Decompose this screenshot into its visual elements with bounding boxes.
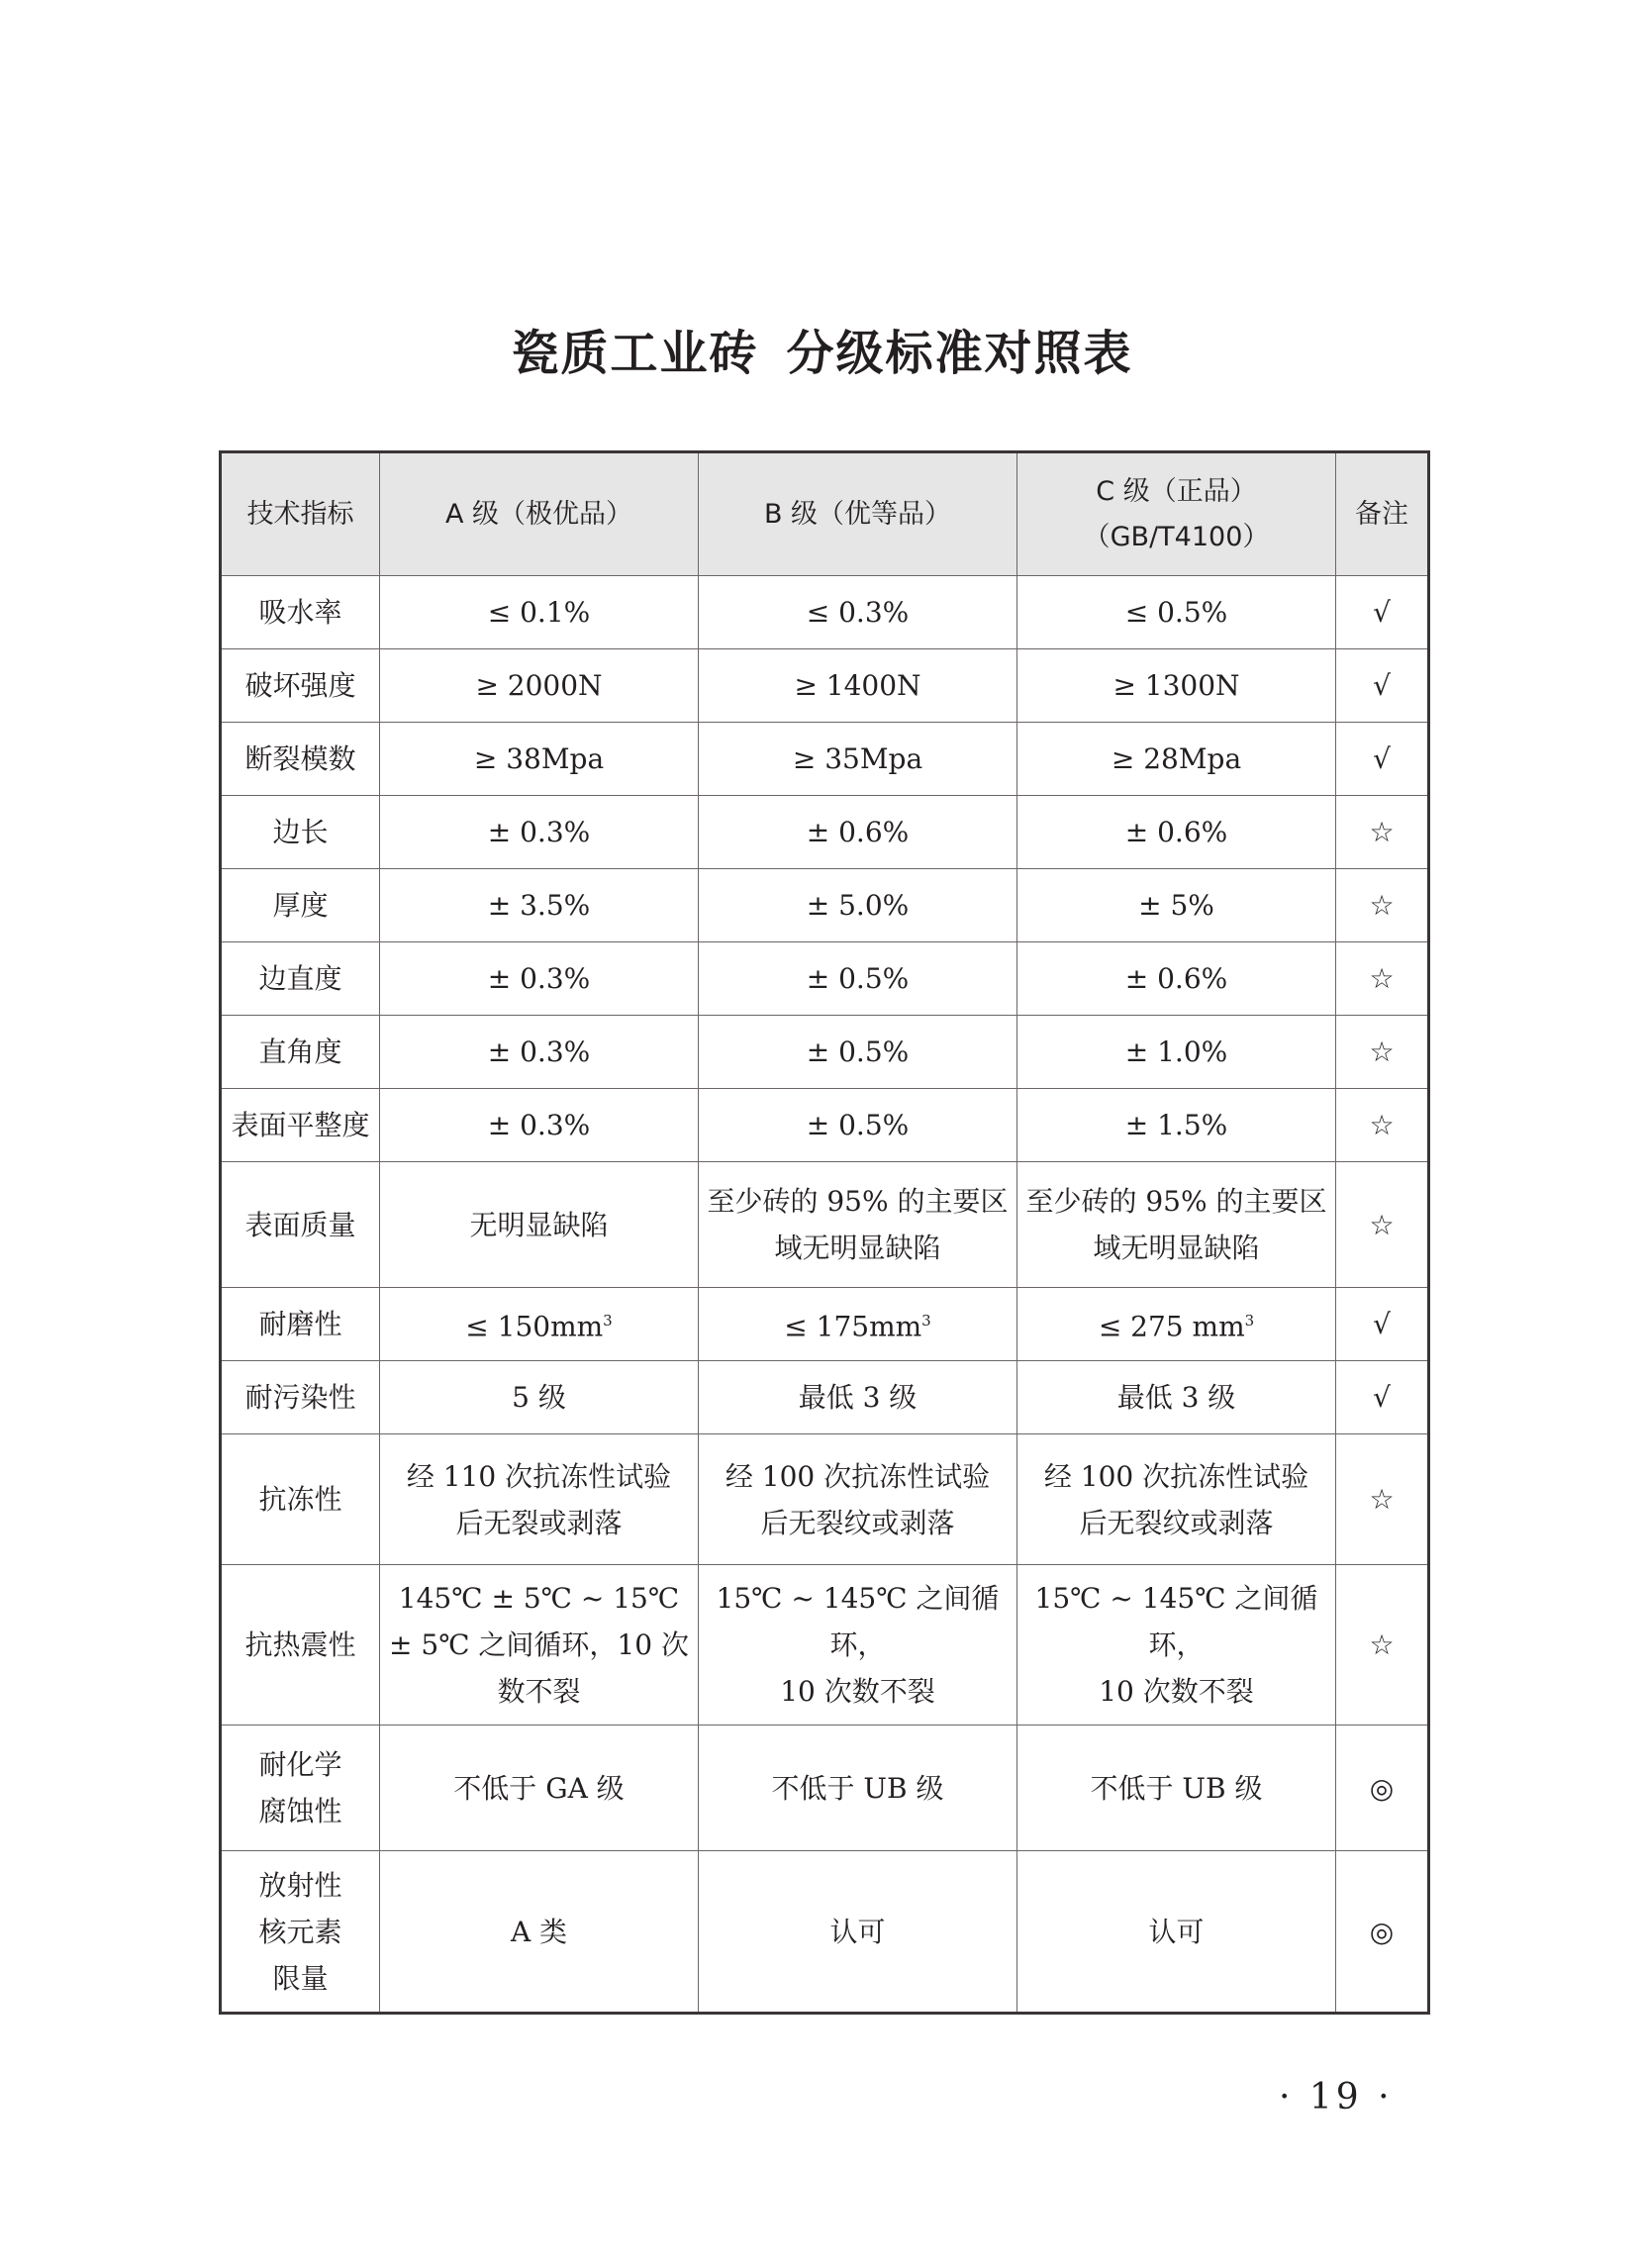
star-mark: ☆	[1336, 1016, 1429, 1089]
grade-a-line: 后无裂或剥落	[455, 1506, 623, 1539]
star-mark: ☆	[1336, 1089, 1429, 1162]
grade-c-cell: 认可	[1017, 1851, 1336, 2014]
grade-b-line: 经 100 次抗冻性试验	[725, 1459, 991, 1493]
grade-b-line: 后无裂纹或剥落	[760, 1506, 955, 1539]
metric-cell	[221, 1851, 380, 2014]
grade-b-cell: ≥ 35Mpa	[699, 723, 1017, 796]
header-grade-c	[1017, 452, 1336, 576]
grade-c-cell: ≥ 28Mpa	[1017, 723, 1336, 796]
grade-c-line: 经 100 次抗冻性试验	[1043, 1459, 1309, 1493]
grade-b-cell: ± 0.5%	[699, 1089, 1017, 1162]
metric-cell: 耐污染性	[221, 1361, 380, 1434]
metric-cell: 抗冻性	[221, 1434, 380, 1565]
star-mark: ☆	[1336, 1565, 1429, 1726]
star-mark: ☆	[1336, 869, 1429, 942]
grade-b-cell: 认可	[699, 1851, 1017, 2014]
header-metric: 技术指标	[221, 452, 380, 576]
unit-superscript: 3	[1244, 1312, 1255, 1331]
grade-a-cell: ≤ 0.1%	[380, 576, 699, 649]
star-mark: ☆	[1336, 1434, 1429, 1565]
table-row	[221, 723, 1429, 796]
table-row	[221, 1726, 1429, 1851]
grade-c-cell: 不低于 UB 级	[1017, 1726, 1336, 1851]
grade-c-line: 至少砖的 95% 的主要区	[1025, 1185, 1327, 1218]
check-mark: √	[1336, 723, 1429, 796]
metric-cell: 厚度	[221, 869, 380, 942]
grade-b-cell: 最低 3 级	[699, 1361, 1017, 1434]
grade-a-cell: 5 级	[380, 1361, 699, 1434]
star-mark: ☆	[1336, 1162, 1429, 1288]
check-mark: √	[1336, 1361, 1429, 1434]
grade-a-line: 经 110 次抗冻性试验	[406, 1459, 672, 1493]
metric-cell: 耐磨性	[221, 1288, 380, 1361]
grade-b-cell: ± 0.5%	[699, 942, 1017, 1016]
grade-c-cell: ≤ 0.5%	[1017, 576, 1336, 649]
grade-b-cell	[699, 1434, 1017, 1565]
grade-a-cell: ± 0.3%	[380, 1089, 699, 1162]
metric-line: 核元素	[258, 1915, 342, 1948]
table-row	[221, 649, 1429, 723]
table-row	[221, 1288, 1429, 1361]
grade-a-cell	[380, 1288, 699, 1361]
star-mark: ☆	[1336, 796, 1429, 869]
star-mark: ☆	[1336, 942, 1429, 1016]
grade-b-cell	[699, 1162, 1017, 1288]
grade-a-cell: 不低于 GA 级	[380, 1726, 699, 1851]
grade-a-line: 145℃ ± 5℃ ~ 15℃	[398, 1582, 680, 1615]
table-row	[221, 1162, 1429, 1288]
grade-c-cell	[1017, 1565, 1336, 1726]
table-header-row	[221, 452, 1429, 576]
grade-a-cell: A 类	[380, 1851, 699, 2014]
grade-a-cell: 无明显缺陷	[380, 1162, 699, 1288]
grade-b-cell: ± 5.0%	[699, 869, 1017, 942]
grade-a-cell	[380, 1565, 699, 1726]
grade-a-cell: ≥ 38Mpa	[380, 723, 699, 796]
metric-cell: 表面平整度	[221, 1089, 380, 1162]
grade-c-cell	[1017, 1434, 1336, 1565]
metric-line: 限量	[272, 1961, 329, 1995]
grade-c-cell: ± 1.0%	[1017, 1016, 1336, 1089]
grade-a-cell: ≥ 2000N	[380, 649, 699, 723]
grade-c-line: 10 次数不裂	[1099, 1675, 1254, 1708]
grade-b-cell	[699, 1288, 1017, 1361]
grade-a-cell: ± 0.3%	[380, 1016, 699, 1089]
header-grade-a: A 级（极优品）	[380, 452, 699, 576]
metric-cell	[221, 1726, 380, 1851]
grade-b-line: 10 次数不裂	[780, 1675, 935, 1708]
grade-a-value: ≤ 150mm	[465, 1310, 604, 1343]
grade-c-line: 后无裂纹或剥落	[1079, 1506, 1274, 1539]
check-mark: √	[1336, 649, 1429, 723]
grade-c-line: 域无明显缺陷	[1093, 1232, 1260, 1264]
check-mark: √	[1336, 1288, 1429, 1361]
grade-b-line: 15℃ ~ 145℃ 之间循环，	[716, 1582, 1000, 1661]
metric-cell: 抗热震性	[221, 1565, 380, 1726]
grading-table	[219, 450, 1430, 2015]
metric-cell: 直角度	[221, 1016, 380, 1089]
grade-c-cell: ± 0.6%	[1017, 796, 1336, 869]
grade-c-cell: 最低 3 级	[1017, 1361, 1336, 1434]
grade-a-line: 数不裂	[497, 1675, 581, 1708]
metric-line: 放射性	[258, 1868, 342, 1902]
metric-cell: 吸水率	[221, 576, 380, 649]
grade-b-value: ≤ 175mm	[784, 1310, 922, 1343]
header-note: 备注	[1336, 452, 1429, 576]
metric-cell: 边长	[221, 796, 380, 869]
metric-line: 耐化学	[258, 1748, 342, 1781]
page-title	[0, 315, 1644, 383]
grade-c-cell: ± 1.5%	[1017, 1089, 1336, 1162]
table-row	[221, 1851, 1429, 2014]
grade-b-cell: 不低于 UB 级	[699, 1726, 1017, 1851]
grade-c-cell: ± 0.6%	[1017, 942, 1336, 1016]
grade-b-cell: ± 0.6%	[699, 796, 1017, 869]
header-grade-c-line2: （GB/T4100）	[1083, 521, 1270, 552]
grade-a-cell: ± 0.3%	[380, 942, 699, 1016]
grade-b-cell: ± 0.5%	[699, 1016, 1017, 1089]
table-row	[221, 1565, 1429, 1726]
table-row	[221, 1016, 1429, 1089]
table-row	[221, 576, 1429, 649]
grade-a-cell: ± 3.5%	[380, 869, 699, 942]
grade-b-cell: ≥ 1400N	[699, 649, 1017, 723]
header-grade-b: B 级（优等品）	[699, 452, 1017, 576]
header-grade-c-line1: C 级（正品）	[1096, 475, 1257, 507]
grade-c-cell: ≥ 1300N	[1017, 649, 1336, 723]
check-mark: √	[1336, 576, 1429, 649]
grade-c-value: ≤ 275 mm	[1098, 1310, 1245, 1343]
grade-b-cell	[699, 1565, 1017, 1726]
table-row	[221, 1361, 1429, 1434]
title-part-1: 瓷质工业砖	[511, 326, 759, 381]
metric-cell: 表面质量	[221, 1162, 380, 1288]
double-circle-mark: ◎	[1336, 1726, 1429, 1851]
grade-a-line: ± 5℃ 之间循环，10 次	[389, 1628, 689, 1661]
table-row	[221, 1434, 1429, 1565]
metric-cell: 断裂模数	[221, 723, 380, 796]
table-row	[221, 796, 1429, 869]
grade-c-cell	[1017, 1162, 1336, 1288]
grade-c-line: 15℃ ~ 145℃ 之间循环，	[1034, 1582, 1318, 1661]
grade-c-cell: ± 5%	[1017, 869, 1336, 942]
title-part-2: 分级标准对照表	[786, 326, 1133, 381]
grade-a-cell	[380, 1434, 699, 1565]
unit-superscript: 3	[603, 1312, 613, 1331]
metric-cell: 破坏强度	[221, 649, 380, 723]
table-row	[221, 942, 1429, 1016]
unit-superscript: 3	[921, 1312, 931, 1331]
table-row	[221, 869, 1429, 942]
grade-b-line: 至少砖的 95% 的主要区	[707, 1185, 1009, 1218]
grade-a-cell: ± 0.3%	[380, 796, 699, 869]
metric-line: 腐蚀性	[258, 1795, 342, 1827]
metric-cell: 边直度	[221, 942, 380, 1016]
page-number: · 19 ·	[1279, 2077, 1394, 2118]
grade-b-cell: ≤ 0.3%	[699, 576, 1017, 649]
table-row	[221, 1089, 1429, 1162]
grade-c-cell	[1017, 1288, 1336, 1361]
double-circle-mark: ◎	[1336, 1851, 1429, 2014]
grade-b-line: 域无明显缺陷	[774, 1232, 941, 1264]
